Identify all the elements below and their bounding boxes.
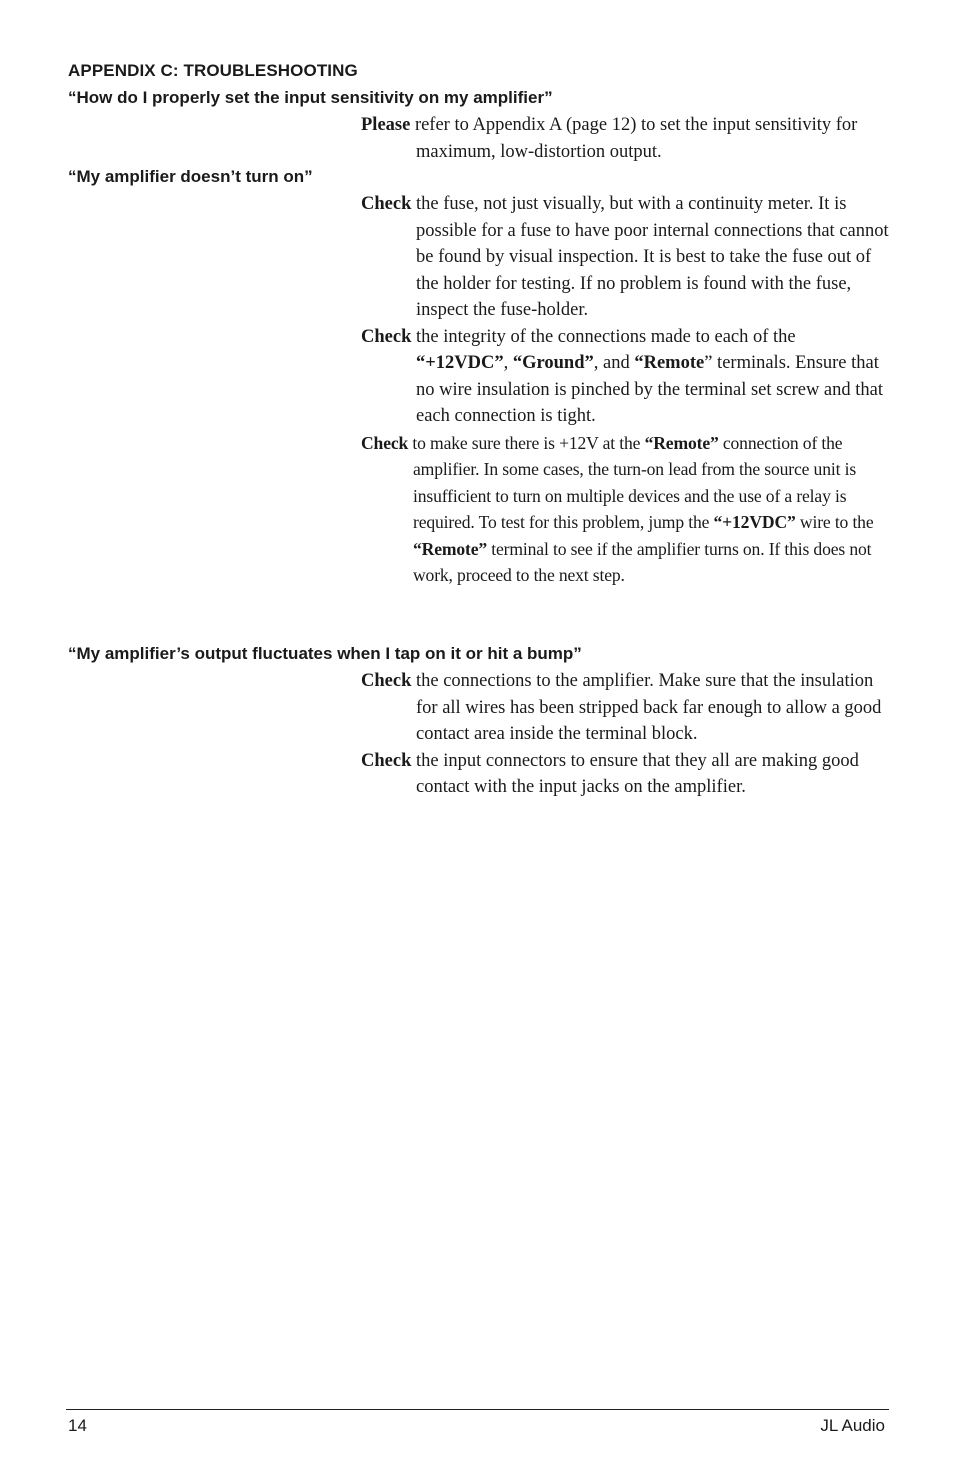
page-title: APPENDIX C: TROUBLESHOOTING <box>68 61 358 80</box>
question-heading-output-fluctuates: “My amplifier’s output fluctuates when I tap on it or hit a bump” <box>68 644 582 663</box>
terminal-keyword: “+12VDC” <box>713 512 796 532</box>
answer-lead-word: Check <box>361 432 409 453</box>
answer-block-input-sensitivity <box>361 112 891 165</box>
answer-lead-word: Check <box>361 326 412 347</box>
answer-text: , and <box>593 353 635 373</box>
answer-text: to make sure there is +12V at the <box>408 432 645 453</box>
answer-text: ” terminals. Ensure that no wire insulation is pinched by the terminal set screw and that each connection is tight. <box>416 353 884 426</box>
answer-item <box>361 430 891 589</box>
answer-item <box>361 324 891 430</box>
terminal-keyword: “Remote” <box>413 538 488 559</box>
answer-text: the integrity of the connections made to each of the <box>411 326 796 347</box>
footer-brand: JL Audio <box>820 1416 885 1435</box>
answer-text: wire to the <box>795 512 874 532</box>
answer-text: connection of the amplifier. In some cases, the turn-on lead from the source unit is insufficient to turn on multiple devices and the use of a relay is required. To test for this problem, jump the <box>413 432 857 532</box>
answer-item <box>361 668 891 748</box>
answer-text: the connections to the amplifier. Make sure that the insulation for all wires has been stripped back far enough to allow a good contact area inside the terminal block. <box>411 671 882 744</box>
answer-text: refer to Appendix A (page 12) to set the input sensitivity for maximum, low-distortion output. <box>410 115 858 162</box>
footer-page-number: 14 <box>68 1416 87 1435</box>
answer-lead-word: Check <box>361 671 412 691</box>
question-heading-input-sensitivity: “How do I properly set the input sensitivity on my amplifier” <box>68 88 553 107</box>
answer-text: the input connectors to ensure that they all are making good contact with the input jacks on the amplifier. <box>411 750 859 797</box>
terminal-keyword: “Remote <box>634 353 705 373</box>
terminal-keyword: “Ground” <box>512 353 594 373</box>
terminal-keyword: “Remote” <box>644 432 719 453</box>
answer-lead-word: Check <box>361 194 412 214</box>
answer-block-output-fluctuates <box>361 668 891 801</box>
footer-divider <box>66 1409 889 1410</box>
answer-item <box>361 112 891 165</box>
answer-text: the fuse, not just visually, but with a continuity meter. It is possible for a fuse to have poor internal connections that cannot be found by visual inspection. It is best to take the fuse out of the holder for testing. If no problem is found with the fuse, inspect the fuse-holder. <box>411 194 889 320</box>
terminal-keyword: “+12VDC” <box>416 353 504 373</box>
answer-lead-word: Please <box>361 115 411 135</box>
answer-text: , <box>503 353 513 373</box>
answer-item <box>361 748 891 801</box>
answer-lead-word: Check <box>361 750 412 771</box>
answer-item <box>361 191 891 324</box>
answer-text: terminal to see if the amplifier turns on. If this does not work, proceed to the next step. <box>413 538 872 585</box>
answer-block-amp-no-power <box>361 191 891 589</box>
question-heading-amp-no-power: “My amplifier doesn’t turn on” <box>68 167 313 186</box>
